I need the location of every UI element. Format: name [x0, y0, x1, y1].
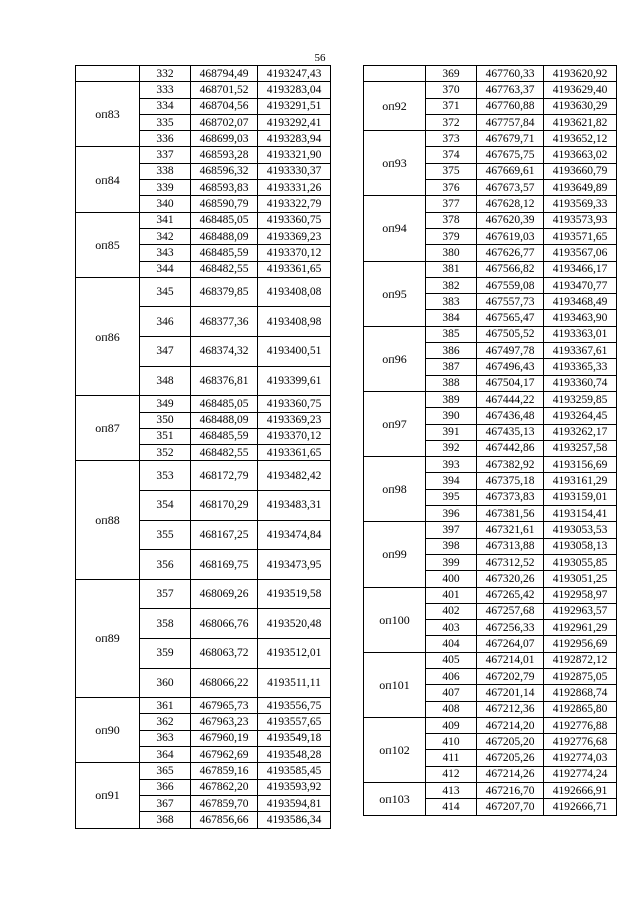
y-coordinate: 4193593,92 [258, 779, 331, 795]
point-number: 357 [140, 579, 191, 609]
point-number: 342 [140, 228, 191, 244]
x-coordinate: 467435,13 [477, 424, 544, 440]
support-label: оп93 [364, 131, 426, 196]
x-coordinate: 467312,52 [477, 554, 544, 570]
y-coordinate: 4193283,94 [258, 131, 331, 147]
x-coordinate: 467381,56 [477, 506, 544, 522]
y-coordinate: 4193649,89 [544, 180, 617, 196]
y-coordinate: 4192963,57 [544, 603, 617, 619]
y-coordinate: 4193400,51 [258, 337, 331, 367]
x-coordinate: 467320,26 [477, 571, 544, 587]
table-row [76, 396, 331, 412]
x-coordinate: 467214,20 [477, 717, 544, 733]
x-coordinate: 467679,71 [477, 131, 544, 147]
x-coordinate: 468069,26 [191, 579, 258, 609]
y-coordinate: 4193621,82 [544, 114, 617, 130]
point-number: 372 [426, 114, 477, 130]
x-coordinate: 467565,47 [477, 310, 544, 326]
y-coordinate: 4193283,04 [258, 82, 331, 98]
support-label: оп90 [76, 698, 140, 763]
table-row [364, 717, 617, 733]
point-number: 403 [426, 620, 477, 636]
point-number: 397 [426, 522, 477, 538]
y-coordinate: 4193055,85 [544, 554, 617, 570]
x-coordinate: 467504,17 [477, 375, 544, 391]
x-coordinate: 468794,49 [191, 66, 258, 82]
point-number: 339 [140, 180, 191, 196]
table-row [364, 261, 617, 277]
x-coordinate: 467620,39 [477, 212, 544, 228]
point-number: 390 [426, 408, 477, 424]
coordinates-table-right [363, 65, 617, 816]
point-number: 381 [426, 261, 477, 277]
point-number: 332 [140, 66, 191, 82]
y-coordinate: 4193573,93 [544, 212, 617, 228]
table-row [364, 391, 617, 407]
y-coordinate: 4193370,12 [258, 428, 331, 444]
point-number: 378 [426, 212, 477, 228]
x-coordinate: 467207,70 [477, 799, 544, 815]
table-row [364, 66, 617, 82]
support-label: оп86 [76, 277, 140, 395]
x-coordinate: 468485,59 [191, 428, 258, 444]
y-coordinate: 4193556,75 [258, 698, 331, 714]
point-number: 402 [426, 603, 477, 619]
table-row [76, 147, 331, 163]
x-coordinate: 467497,78 [477, 343, 544, 359]
x-coordinate: 468482,55 [191, 261, 258, 277]
point-number: 370 [426, 82, 477, 98]
x-coordinate: 467862,20 [191, 779, 258, 795]
x-coordinate: 467557,73 [477, 294, 544, 310]
y-coordinate: 4193557,65 [258, 714, 331, 730]
x-coordinate: 467626,77 [477, 245, 544, 261]
y-coordinate: 4193519,58 [258, 579, 331, 609]
point-number: 380 [426, 245, 477, 261]
table-row [76, 82, 331, 98]
x-coordinate: 467212,36 [477, 701, 544, 717]
support-label: оп87 [76, 396, 140, 461]
x-coordinate: 468702,07 [191, 114, 258, 130]
y-coordinate: 4192776,88 [544, 717, 617, 733]
x-coordinate: 467859,16 [191, 763, 258, 779]
x-coordinate: 467962,69 [191, 747, 258, 763]
y-coordinate: 4193367,61 [544, 343, 617, 359]
y-coordinate: 4192958,97 [544, 587, 617, 603]
y-coordinate: 4192776,68 [544, 734, 617, 750]
y-coordinate: 4193663,02 [544, 147, 617, 163]
y-coordinate: 4193361,65 [258, 445, 331, 461]
y-coordinate: 4193548,28 [258, 747, 331, 763]
point-number: 388 [426, 375, 477, 391]
y-coordinate: 4193483,31 [258, 491, 331, 521]
point-number: 382 [426, 277, 477, 293]
y-coordinate: 4192666,91 [544, 783, 617, 799]
y-coordinate: 4193569,33 [544, 196, 617, 212]
x-coordinate: 467619,03 [477, 228, 544, 244]
table-row [364, 522, 617, 538]
point-number: 362 [140, 714, 191, 730]
point-number: 401 [426, 587, 477, 603]
point-number: 389 [426, 391, 477, 407]
x-coordinate: 467313,88 [477, 538, 544, 554]
point-number: 409 [426, 717, 477, 733]
x-coordinate: 467760,33 [477, 66, 544, 82]
point-number: 349 [140, 396, 191, 412]
y-coordinate: 4193571,65 [544, 228, 617, 244]
y-coordinate: 4193321,90 [258, 147, 331, 163]
x-coordinate: 467256,33 [477, 620, 544, 636]
x-coordinate: 467202,79 [477, 668, 544, 684]
x-coordinate: 467205,20 [477, 734, 544, 750]
point-number: 358 [140, 609, 191, 639]
x-coordinate: 467505,52 [477, 326, 544, 342]
table-row [76, 66, 331, 82]
x-coordinate: 467965,73 [191, 698, 258, 714]
y-coordinate: 4193585,45 [258, 763, 331, 779]
x-coordinate: 467566,82 [477, 261, 544, 277]
x-coordinate: 467856,66 [191, 812, 258, 828]
point-number: 373 [426, 131, 477, 147]
y-coordinate: 4192774,24 [544, 766, 617, 782]
table-row [364, 82, 617, 98]
y-coordinate: 4193264,45 [544, 408, 617, 424]
y-coordinate: 4193365,33 [544, 359, 617, 375]
x-coordinate: 468169,75 [191, 550, 258, 580]
point-number: 398 [426, 538, 477, 554]
point-number: 347 [140, 337, 191, 367]
point-number: 364 [140, 747, 191, 763]
y-coordinate: 4193369,23 [258, 228, 331, 244]
y-coordinate: 4193051,25 [544, 571, 617, 587]
x-coordinate: 468485,59 [191, 245, 258, 261]
point-number: 405 [426, 652, 477, 668]
y-coordinate: 4193360,75 [258, 396, 331, 412]
point-number: 375 [426, 163, 477, 179]
point-number: 399 [426, 554, 477, 570]
support-label: оп89 [76, 579, 140, 697]
point-number: 363 [140, 730, 191, 746]
support-label: оп85 [76, 212, 140, 277]
x-coordinate: 467265,42 [477, 587, 544, 603]
y-coordinate: 4193594,81 [258, 795, 331, 811]
y-coordinate: 4193482,42 [258, 461, 331, 491]
y-coordinate: 4193361,65 [258, 261, 331, 277]
table-row [76, 212, 331, 228]
x-coordinate: 467859,70 [191, 795, 258, 811]
y-coordinate: 4193363,01 [544, 326, 617, 342]
support-label: оп96 [364, 326, 426, 391]
point-number: 371 [426, 98, 477, 114]
x-coordinate: 468376,81 [191, 366, 258, 396]
y-coordinate: 4193360,75 [258, 212, 331, 228]
x-coordinate: 467442,86 [477, 440, 544, 456]
point-number: 334 [140, 98, 191, 114]
x-coordinate: 468485,05 [191, 396, 258, 412]
x-coordinate: 467760,88 [477, 98, 544, 114]
y-coordinate: 4193331,26 [258, 180, 331, 196]
table-row [364, 783, 617, 799]
y-coordinate: 4193161,29 [544, 473, 617, 489]
x-coordinate: 468167,25 [191, 520, 258, 550]
point-number: 366 [140, 779, 191, 795]
point-number: 351 [140, 428, 191, 444]
point-number: 356 [140, 550, 191, 580]
y-coordinate: 4193473,95 [258, 550, 331, 580]
y-coordinate: 4193369,23 [258, 412, 331, 428]
y-coordinate: 4193512,01 [258, 638, 331, 668]
point-number: 353 [140, 461, 191, 491]
x-coordinate: 468593,28 [191, 147, 258, 163]
x-coordinate: 468701,52 [191, 82, 258, 98]
point-number: 340 [140, 196, 191, 212]
y-coordinate: 4193370,12 [258, 245, 331, 261]
point-number: 341 [140, 212, 191, 228]
support-label: оп100 [364, 587, 426, 652]
point-number: 385 [426, 326, 477, 342]
point-number: 400 [426, 571, 477, 587]
y-coordinate: 4193630,29 [544, 98, 617, 114]
support-label: оп103 [364, 783, 426, 816]
y-coordinate: 4192872,12 [544, 652, 617, 668]
x-coordinate: 468066,22 [191, 668, 258, 698]
point-number: 333 [140, 82, 191, 98]
x-coordinate: 468172,79 [191, 461, 258, 491]
y-coordinate: 4192868,74 [544, 685, 617, 701]
support-label: оп88 [76, 461, 140, 579]
point-number: 368 [140, 812, 191, 828]
point-number: 393 [426, 457, 477, 473]
x-coordinate: 468374,32 [191, 337, 258, 367]
support-label: оп83 [76, 82, 140, 147]
table-row [364, 457, 617, 473]
y-coordinate: 4193159,01 [544, 489, 617, 505]
x-coordinate: 467201,14 [477, 685, 544, 701]
x-coordinate: 468596,32 [191, 163, 258, 179]
point-number: 413 [426, 783, 477, 799]
x-coordinate: 467264,07 [477, 636, 544, 652]
point-number: 374 [426, 147, 477, 163]
y-coordinate: 4193053,53 [544, 522, 617, 538]
point-number: 406 [426, 668, 477, 684]
y-coordinate: 4193660,79 [544, 163, 617, 179]
point-number: 338 [140, 163, 191, 179]
x-coordinate: 467960,19 [191, 730, 258, 746]
y-coordinate: 4192865,80 [544, 701, 617, 717]
y-coordinate: 4193399,61 [258, 366, 331, 396]
y-coordinate: 4193156,69 [544, 457, 617, 473]
x-coordinate: 468593,83 [191, 180, 258, 196]
point-number: 404 [426, 636, 477, 652]
y-coordinate: 4193652,12 [544, 131, 617, 147]
point-number: 396 [426, 506, 477, 522]
point-number: 367 [140, 795, 191, 811]
y-coordinate: 4193262,17 [544, 424, 617, 440]
x-coordinate: 468066,76 [191, 609, 258, 639]
support-label [76, 66, 140, 82]
x-coordinate: 467496,43 [477, 359, 544, 375]
point-number: 394 [426, 473, 477, 489]
point-number: 383 [426, 294, 477, 310]
x-coordinate: 467205,26 [477, 750, 544, 766]
y-coordinate: 4192961,29 [544, 620, 617, 636]
y-coordinate: 4193468,49 [544, 294, 617, 310]
y-coordinate: 4193466,17 [544, 261, 617, 277]
point-number: 408 [426, 701, 477, 717]
x-coordinate: 468485,05 [191, 212, 258, 228]
point-number: 348 [140, 366, 191, 396]
y-coordinate: 4193620,92 [544, 66, 617, 82]
x-coordinate: 467382,92 [477, 457, 544, 473]
support-label: оп98 [364, 457, 426, 522]
y-coordinate: 4193292,41 [258, 114, 331, 130]
table-row [76, 698, 331, 714]
x-coordinate: 467214,01 [477, 652, 544, 668]
point-number: 352 [140, 445, 191, 461]
x-coordinate: 467669,61 [477, 163, 544, 179]
support-label: оп91 [76, 763, 140, 828]
y-coordinate: 4193549,18 [258, 730, 331, 746]
x-coordinate: 468377,36 [191, 307, 258, 337]
point-number: 377 [426, 196, 477, 212]
x-coordinate: 468488,09 [191, 228, 258, 244]
point-number: 365 [140, 763, 191, 779]
y-coordinate: 4193259,85 [544, 391, 617, 407]
x-coordinate: 467763,37 [477, 82, 544, 98]
point-number: 335 [140, 114, 191, 130]
point-number: 412 [426, 766, 477, 782]
point-number: 384 [426, 310, 477, 326]
table-row [76, 579, 331, 609]
support-label: оп102 [364, 717, 426, 782]
y-coordinate: 4193058,13 [544, 538, 617, 554]
x-coordinate: 467673,57 [477, 180, 544, 196]
support-label: оп95 [364, 261, 426, 326]
y-coordinate: 4193511,11 [258, 668, 331, 698]
x-coordinate: 467214,26 [477, 766, 544, 782]
point-number: 411 [426, 750, 477, 766]
x-coordinate: 467444,22 [477, 391, 544, 407]
y-coordinate: 4193360,74 [544, 375, 617, 391]
x-coordinate: 468482,55 [191, 445, 258, 461]
x-coordinate: 468170,29 [191, 491, 258, 521]
page-number: 56 [314, 52, 326, 64]
x-coordinate: 467321,61 [477, 522, 544, 538]
x-coordinate: 468699,03 [191, 131, 258, 147]
y-coordinate: 4193154,41 [544, 506, 617, 522]
point-number: 410 [426, 734, 477, 750]
point-number: 379 [426, 228, 477, 244]
y-coordinate: 4192666,71 [544, 799, 617, 815]
point-number: 359 [140, 638, 191, 668]
point-number: 344 [140, 261, 191, 277]
y-coordinate: 4193408,08 [258, 277, 331, 307]
y-coordinate: 4193322,79 [258, 196, 331, 212]
y-coordinate: 4192875,05 [544, 668, 617, 684]
point-number: 350 [140, 412, 191, 428]
point-number: 369 [426, 66, 477, 82]
y-coordinate: 4193330,37 [258, 163, 331, 179]
point-number: 392 [426, 440, 477, 456]
x-coordinate: 467257,68 [477, 603, 544, 619]
point-number: 387 [426, 359, 477, 375]
point-number: 355 [140, 520, 191, 550]
point-number: 407 [426, 685, 477, 701]
y-coordinate: 4192956,69 [544, 636, 617, 652]
point-number: 361 [140, 698, 191, 714]
x-coordinate: 467559,08 [477, 277, 544, 293]
y-coordinate: 4193463,90 [544, 310, 617, 326]
support-label: оп84 [76, 147, 140, 212]
x-coordinate: 468488,09 [191, 412, 258, 428]
table-row [76, 461, 331, 491]
point-number: 343 [140, 245, 191, 261]
support-label: оп101 [364, 652, 426, 717]
x-coordinate: 467628,12 [477, 196, 544, 212]
point-number: 345 [140, 277, 191, 307]
y-coordinate: 4193629,40 [544, 82, 617, 98]
table-row [364, 196, 617, 212]
y-coordinate: 4193567,06 [544, 245, 617, 261]
x-coordinate: 468590,79 [191, 196, 258, 212]
y-coordinate: 4193474,84 [258, 520, 331, 550]
y-coordinate: 4192774,03 [544, 750, 617, 766]
y-coordinate: 4193257,58 [544, 440, 617, 456]
table-row [364, 131, 617, 147]
table-row [76, 763, 331, 779]
point-number: 354 [140, 491, 191, 521]
y-coordinate: 4193291,51 [258, 98, 331, 114]
table-row [364, 326, 617, 342]
point-number: 386 [426, 343, 477, 359]
y-coordinate: 4193247,43 [258, 66, 331, 82]
point-number: 336 [140, 131, 191, 147]
support-label: оп97 [364, 391, 426, 456]
y-coordinate: 4193408,98 [258, 307, 331, 337]
y-coordinate: 4193586,34 [258, 812, 331, 828]
point-number: 376 [426, 180, 477, 196]
x-coordinate: 468063,72 [191, 638, 258, 668]
table-row [76, 277, 331, 307]
support-label [364, 66, 426, 82]
x-coordinate: 467963,23 [191, 714, 258, 730]
support-label: оп94 [364, 196, 426, 261]
x-coordinate: 467436,48 [477, 408, 544, 424]
support-label: оп99 [364, 522, 426, 587]
point-number: 360 [140, 668, 191, 698]
x-coordinate: 467373,83 [477, 489, 544, 505]
coordinates-table-left [75, 65, 331, 829]
x-coordinate: 468379,85 [191, 277, 258, 307]
point-number: 414 [426, 799, 477, 815]
point-number: 395 [426, 489, 477, 505]
point-number: 391 [426, 424, 477, 440]
x-coordinate: 467216,70 [477, 783, 544, 799]
table-row [364, 652, 617, 668]
table-row [364, 587, 617, 603]
y-coordinate: 4193520,48 [258, 609, 331, 639]
support-label: оп92 [364, 82, 426, 131]
x-coordinate: 467757,84 [477, 114, 544, 130]
point-number: 346 [140, 307, 191, 337]
x-coordinate: 467375,18 [477, 473, 544, 489]
y-coordinate: 4193470,77 [544, 277, 617, 293]
point-number: 337 [140, 147, 191, 163]
x-coordinate: 467675,75 [477, 147, 544, 163]
x-coordinate: 468704,56 [191, 98, 258, 114]
